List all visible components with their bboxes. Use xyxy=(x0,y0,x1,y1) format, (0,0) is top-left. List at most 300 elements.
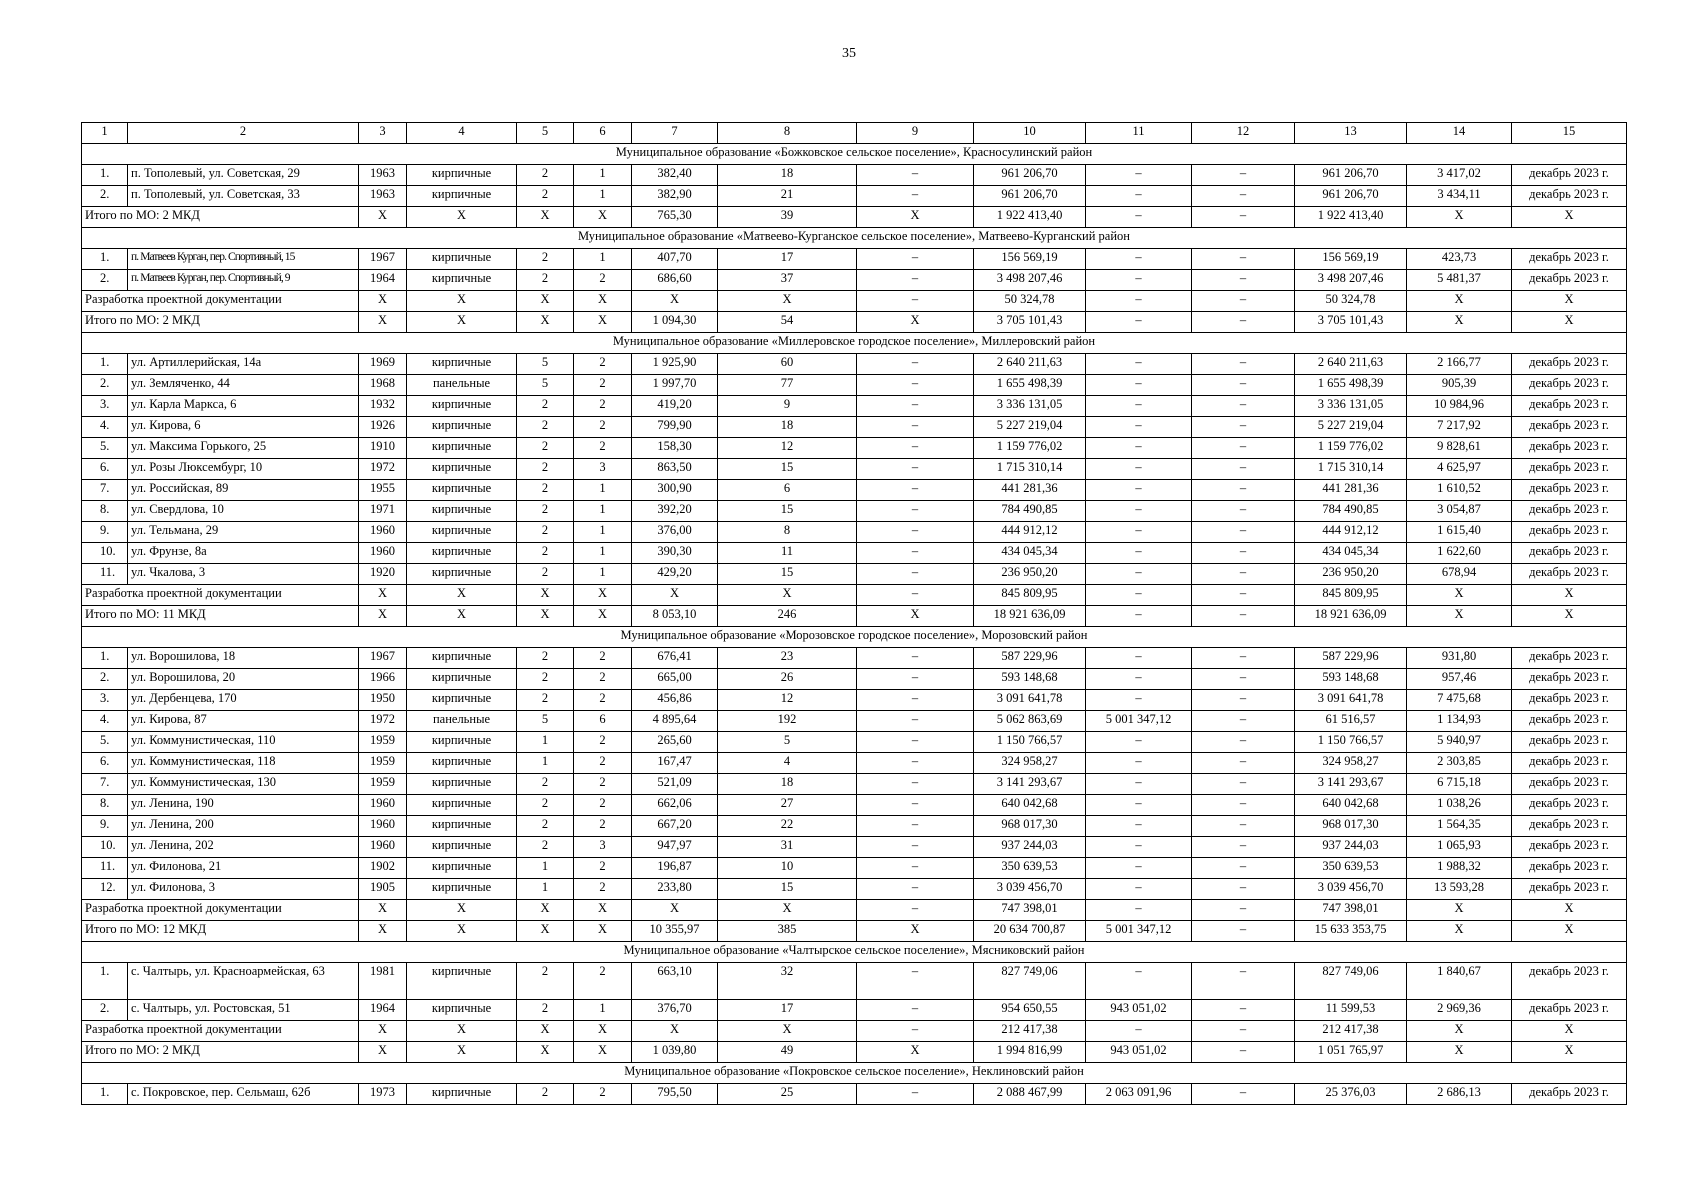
address-cell: ул. Филонова, 21 xyxy=(128,858,359,879)
summary-cell: 49 xyxy=(718,1042,857,1063)
table-row xyxy=(82,837,1627,858)
table-cell: 2 xyxy=(574,774,632,795)
table-cell: 61 516,57 xyxy=(1295,711,1407,732)
table-cell: 31 xyxy=(718,837,857,858)
table-row xyxy=(82,375,1627,396)
table-cell: 1 150 766,57 xyxy=(1295,732,1407,753)
row-number: 2. xyxy=(82,270,128,291)
table-cell: декабрь 2023 г. xyxy=(1512,354,1627,375)
table-cell: 1973 xyxy=(359,1084,407,1105)
table-cell: 2 xyxy=(517,816,574,837)
table-row xyxy=(82,648,1627,669)
table-cell: – xyxy=(857,837,974,858)
table-row xyxy=(82,732,1627,753)
table-cell: декабрь 2023 г. xyxy=(1512,690,1627,711)
table-cell: – xyxy=(857,354,974,375)
table-cell: 15 xyxy=(718,564,857,585)
summary-cell: X xyxy=(517,1021,574,1042)
table-cell: – xyxy=(1086,879,1192,900)
table-cell: 12 xyxy=(718,438,857,459)
table-cell: декабрь 2023 г. xyxy=(1512,648,1627,669)
table-cell: 9 828,61 xyxy=(1407,438,1512,459)
summary-cell: 1 094,30 xyxy=(632,312,718,333)
table-cell: – xyxy=(857,669,974,690)
summary-cell: X xyxy=(407,921,517,942)
row-number: 11. xyxy=(82,858,128,879)
table-cell: – xyxy=(857,270,974,291)
table-cell: 2 xyxy=(574,648,632,669)
table-cell: 1972 xyxy=(359,711,407,732)
page-number: 35 xyxy=(842,46,856,61)
table-cell: декабрь 2023 г. xyxy=(1512,732,1627,753)
table-cell: 1 615,40 xyxy=(1407,522,1512,543)
summary-cell: X xyxy=(359,1042,407,1063)
summary-cell: 50 324,78 xyxy=(1295,291,1407,312)
table-cell: 2 xyxy=(574,963,632,1000)
table-cell: – xyxy=(857,879,974,900)
summary-cell: X xyxy=(857,312,974,333)
table-cell: 1902 xyxy=(359,858,407,879)
table-cell: декабрь 2023 г. xyxy=(1512,669,1627,690)
table-cell: 1 159 776,02 xyxy=(1295,438,1407,459)
table-cell: – xyxy=(1192,249,1295,270)
table-cell: кирпичные xyxy=(407,564,517,585)
summary-cell: X xyxy=(574,921,632,942)
table-cell: – xyxy=(1086,165,1192,186)
table-cell: 1 xyxy=(517,879,574,900)
table-cell: – xyxy=(857,732,974,753)
table-cell: 3 091 641,78 xyxy=(974,690,1086,711)
table-cell: 429,20 xyxy=(632,564,718,585)
table-cell: 937 244,03 xyxy=(1295,837,1407,858)
table-cell: 827 749,06 xyxy=(1295,963,1407,1000)
table-cell: – xyxy=(1086,249,1192,270)
address-cell: ул. Артиллерийская, 14а xyxy=(128,354,359,375)
table-cell: 156 569,19 xyxy=(1295,249,1407,270)
table-cell: 12 xyxy=(718,690,857,711)
table-cell: – xyxy=(857,963,974,1000)
table-cell: 8 xyxy=(718,522,857,543)
table-row xyxy=(82,270,1627,291)
table-cell: 640 042,68 xyxy=(1295,795,1407,816)
summary-cell: 18 921 636,09 xyxy=(1295,606,1407,627)
table-cell: 5 001 347,12 xyxy=(1086,711,1192,732)
summary-cell: – xyxy=(1192,1021,1295,1042)
summary-cell: 212 417,38 xyxy=(974,1021,1086,1042)
table-cell: 350 639,53 xyxy=(974,858,1086,879)
table-cell: 15 xyxy=(718,879,857,900)
table-cell: – xyxy=(1192,417,1295,438)
table-cell: кирпичные xyxy=(407,690,517,711)
row-number: 2. xyxy=(82,375,128,396)
table-cell: – xyxy=(1086,564,1192,585)
summary-cell: – xyxy=(1086,312,1192,333)
address-cell: ул. Максима Горького, 25 xyxy=(128,438,359,459)
table-cell: 1966 xyxy=(359,669,407,690)
table-cell: – xyxy=(1192,396,1295,417)
table-cell: – xyxy=(1192,669,1295,690)
summary-cell: X xyxy=(517,291,574,312)
row-number: 10. xyxy=(82,543,128,564)
table-row xyxy=(82,774,1627,795)
table-cell: кирпичные xyxy=(407,165,517,186)
summary-cell: – xyxy=(1086,606,1192,627)
table-cell: 3 434,11 xyxy=(1407,186,1512,207)
table-cell: декабрь 2023 г. xyxy=(1512,837,1627,858)
table-cell: декабрь 2023 г. xyxy=(1512,858,1627,879)
summary-cell: X xyxy=(359,291,407,312)
table-cell: 2 166,77 xyxy=(1407,354,1512,375)
table-cell: 678,94 xyxy=(1407,564,1512,585)
table-cell: 15 xyxy=(718,459,857,480)
address-cell: ул. Коммунистическая, 130 xyxy=(128,774,359,795)
table-cell: 3 336 131,05 xyxy=(1295,396,1407,417)
table-cell: – xyxy=(857,648,974,669)
table-cell: – xyxy=(1192,711,1295,732)
table-cell: кирпичные xyxy=(407,753,517,774)
table-cell: 3 091 641,78 xyxy=(1295,690,1407,711)
table-cell: 2 088 467,99 xyxy=(974,1084,1086,1105)
row-number: 3. xyxy=(82,690,128,711)
row-number: 12. xyxy=(82,879,128,900)
row-number: 10. xyxy=(82,837,128,858)
table-row xyxy=(82,249,1627,270)
table-cell: кирпичные xyxy=(407,732,517,753)
table-cell: 1955 xyxy=(359,480,407,501)
table-cell: 4 625,97 xyxy=(1407,459,1512,480)
section-header-row xyxy=(82,1063,1627,1084)
summary-cell: 54 xyxy=(718,312,857,333)
summary-cell: X xyxy=(1512,606,1627,627)
column-number-cell: 15 xyxy=(1512,123,1627,144)
summary-cell: X xyxy=(632,1021,718,1042)
table-cell: 434 045,34 xyxy=(974,543,1086,564)
table-cell: – xyxy=(857,165,974,186)
summary-cell: X xyxy=(574,312,632,333)
table-cell: 1 065,93 xyxy=(1407,837,1512,858)
table-cell: 2 xyxy=(517,459,574,480)
table-cell: 1 xyxy=(574,1000,632,1021)
table-cell: кирпичные xyxy=(407,837,517,858)
summary-cell: X xyxy=(574,1042,632,1063)
summary-cell: X xyxy=(857,606,974,627)
column-number-row xyxy=(82,123,1627,144)
table-cell: 444 912,12 xyxy=(1295,522,1407,543)
table-cell: 799,90 xyxy=(632,417,718,438)
table-cell: 1 xyxy=(574,480,632,501)
address-cell: ул. Карла Маркса, 6 xyxy=(128,396,359,417)
table-row xyxy=(82,354,1627,375)
table-cell: 25 xyxy=(718,1084,857,1105)
address-cell: ул. Ленина, 202 xyxy=(128,837,359,858)
address-cell: ул. Филонова, 3 xyxy=(128,879,359,900)
section-title: Муниципальное образование «Чалтырское сельское поселение», Мясниковский район xyxy=(82,942,1627,963)
table-cell: декабрь 2023 г. xyxy=(1512,396,1627,417)
row-number: 7. xyxy=(82,480,128,501)
summary-cell: – xyxy=(1192,606,1295,627)
summary-cell: – xyxy=(1192,312,1295,333)
summary-row xyxy=(82,291,1627,312)
table-cell: 2 xyxy=(517,1000,574,1021)
table-cell: 9 xyxy=(718,396,857,417)
summary-label: Итого по МО: 2 МКД xyxy=(82,312,359,333)
summary-row xyxy=(82,1042,1627,1063)
row-number: 9. xyxy=(82,522,128,543)
row-number: 9. xyxy=(82,816,128,837)
section-title: Муниципальное образование «Морозовское городское поселение», Морозовский район xyxy=(82,627,1627,648)
table-cell: 2 686,13 xyxy=(1407,1084,1512,1105)
table-cell: панельные xyxy=(407,375,517,396)
address-cell: ул. Земляченко, 44 xyxy=(128,375,359,396)
table-cell: декабрь 2023 г. xyxy=(1512,816,1627,837)
table-cell: 1968 xyxy=(359,375,407,396)
table-cell: – xyxy=(1086,459,1192,480)
table-cell: декабрь 2023 г. xyxy=(1512,1084,1627,1105)
table-cell: – xyxy=(857,774,974,795)
table-cell: 192 xyxy=(718,711,857,732)
table-cell: – xyxy=(857,186,974,207)
row-number: 4. xyxy=(82,417,128,438)
table-cell: 1981 xyxy=(359,963,407,1000)
table-cell: 18 xyxy=(718,417,857,438)
table-cell: 2 xyxy=(517,186,574,207)
table-cell: декабрь 2023 г. xyxy=(1512,249,1627,270)
table-cell: 167,47 xyxy=(632,753,718,774)
address-cell: ул. Кирова, 87 xyxy=(128,711,359,732)
table-cell: – xyxy=(1086,963,1192,1000)
table-cell: – xyxy=(1192,690,1295,711)
table-cell: 382,40 xyxy=(632,165,718,186)
table-cell: 17 xyxy=(718,249,857,270)
summary-cell: – xyxy=(1086,291,1192,312)
table-row xyxy=(82,963,1627,1000)
summary-cell: X xyxy=(1407,291,1512,312)
table-cell: 1967 xyxy=(359,648,407,669)
summary-cell: X xyxy=(1512,207,1627,228)
address-cell: ул. Ленина, 200 xyxy=(128,816,359,837)
summary-cell: X xyxy=(1512,921,1627,942)
address-cell: ул. Свердлова, 10 xyxy=(128,501,359,522)
summary-cell: X xyxy=(718,1021,857,1042)
table-cell: 968 017,30 xyxy=(974,816,1086,837)
address-cell: ул. Ворошилова, 18 xyxy=(128,648,359,669)
table-cell: – xyxy=(857,795,974,816)
address-cell: п. Тополевый, ул. Советская, 29 xyxy=(128,165,359,186)
summary-cell: X xyxy=(574,1021,632,1042)
table-cell: 1905 xyxy=(359,879,407,900)
table-cell: декабрь 2023 г. xyxy=(1512,438,1627,459)
table-cell: – xyxy=(1086,438,1192,459)
summary-cell: X xyxy=(857,1042,974,1063)
table-cell: кирпичные xyxy=(407,774,517,795)
section-header-row xyxy=(82,627,1627,648)
address-cell: ул. Фрунзе, 8а xyxy=(128,543,359,564)
summary-cell: X xyxy=(517,312,574,333)
table-cell: кирпичные xyxy=(407,186,517,207)
table-cell: 7 217,92 xyxy=(1407,417,1512,438)
column-number-cell: 12 xyxy=(1192,123,1295,144)
table-cell: 1 xyxy=(574,249,632,270)
table-cell: 2 640 211,63 xyxy=(1295,354,1407,375)
table-cell: 11 xyxy=(718,543,857,564)
table-row xyxy=(82,480,1627,501)
table-cell: 1963 xyxy=(359,186,407,207)
row-number: 4. xyxy=(82,711,128,732)
table-cell: 784 490,85 xyxy=(1295,501,1407,522)
table-cell: – xyxy=(1086,648,1192,669)
table-cell: – xyxy=(857,816,974,837)
table-cell: кирпичные xyxy=(407,963,517,1000)
summary-cell: X xyxy=(1512,1021,1627,1042)
table-cell: 2 xyxy=(517,270,574,291)
table-cell: 2 xyxy=(517,837,574,858)
table-cell: кирпичные xyxy=(407,1084,517,1105)
summary-cell: X xyxy=(1407,585,1512,606)
table-cell: кирпичные xyxy=(407,459,517,480)
table-cell: 5 xyxy=(517,354,574,375)
table-cell: – xyxy=(857,522,974,543)
table-cell: 954 650,55 xyxy=(974,1000,1086,1021)
summary-cell: 1 039,80 xyxy=(632,1042,718,1063)
table-cell: декабрь 2023 г. xyxy=(1512,375,1627,396)
table-cell: 441 281,36 xyxy=(1295,480,1407,501)
row-number: 2. xyxy=(82,1000,128,1021)
table-cell: 587 229,96 xyxy=(1295,648,1407,669)
table-cell: кирпичные xyxy=(407,1000,517,1021)
summary-cell: – xyxy=(1192,900,1295,921)
table-cell: – xyxy=(1192,459,1295,480)
table-cell: кирпичные xyxy=(407,354,517,375)
summary-cell: X xyxy=(1407,207,1512,228)
table-cell: – xyxy=(857,459,974,480)
table-cell: 662,06 xyxy=(632,795,718,816)
table-cell: 324 958,27 xyxy=(974,753,1086,774)
table-cell: 1 564,35 xyxy=(1407,816,1512,837)
table-cell: 1959 xyxy=(359,753,407,774)
address-cell: ул. Коммунистическая, 118 xyxy=(128,753,359,774)
summary-cell: – xyxy=(1086,585,1192,606)
table-cell: 961 206,70 xyxy=(974,186,1086,207)
table-cell: 2 xyxy=(574,858,632,879)
row-number: 2. xyxy=(82,669,128,690)
table-cell: – xyxy=(857,1000,974,1021)
table-cell: 236 950,20 xyxy=(974,564,1086,585)
section-header-row xyxy=(82,942,1627,963)
address-cell: с. Покровское, пер. Сельмаш, 62б xyxy=(128,1084,359,1105)
table-cell: – xyxy=(857,417,974,438)
table-cell: декабрь 2023 г. xyxy=(1512,753,1627,774)
table-cell: 350 639,53 xyxy=(1295,858,1407,879)
table-cell: 6 xyxy=(718,480,857,501)
table-row xyxy=(82,879,1627,900)
table-cell: 1 622,60 xyxy=(1407,543,1512,564)
table-cell: 3 xyxy=(574,837,632,858)
table-cell: 5 481,37 xyxy=(1407,270,1512,291)
table-cell: 5 227 219,04 xyxy=(974,417,1086,438)
table-cell: 1971 xyxy=(359,501,407,522)
table-cell: декабрь 2023 г. xyxy=(1512,480,1627,501)
table-cell: 2 303,85 xyxy=(1407,753,1512,774)
table-cell: 593 148,68 xyxy=(1295,669,1407,690)
table-cell: – xyxy=(1086,690,1192,711)
table-cell: 5 227 219,04 xyxy=(1295,417,1407,438)
table-cell: 1926 xyxy=(359,417,407,438)
table-cell: декабрь 2023 г. xyxy=(1512,564,1627,585)
table-cell: 1960 xyxy=(359,522,407,543)
summary-cell: X xyxy=(407,291,517,312)
table-cell: – xyxy=(1086,774,1192,795)
table-row xyxy=(82,438,1627,459)
table-cell: 3 417,02 xyxy=(1407,165,1512,186)
table-cell: 10 xyxy=(718,858,857,879)
table-cell: 4 895,64 xyxy=(632,711,718,732)
summary-cell: X xyxy=(359,207,407,228)
table-cell: 21 xyxy=(718,186,857,207)
address-cell: п. Матвеев Курган, пер. Спортивный, 15 xyxy=(128,249,359,270)
table-cell: – xyxy=(1192,564,1295,585)
table-cell: – xyxy=(1192,774,1295,795)
table-cell: 665,00 xyxy=(632,669,718,690)
summary-cell: 212 417,38 xyxy=(1295,1021,1407,1042)
table-cell: – xyxy=(1192,732,1295,753)
summary-cell: 1 922 413,40 xyxy=(1295,207,1407,228)
summary-cell: X xyxy=(1407,921,1512,942)
table-cell: – xyxy=(1086,753,1192,774)
table-cell: 1 655 498,39 xyxy=(1295,375,1407,396)
table-cell: 2 xyxy=(517,669,574,690)
summary-cell: 5 001 347,12 xyxy=(1086,921,1192,942)
table-cell: – xyxy=(1192,522,1295,543)
table-cell: декабрь 2023 г. xyxy=(1512,963,1627,1000)
table-cell: 961 206,70 xyxy=(974,165,1086,186)
table-cell: декабрь 2023 г. xyxy=(1512,459,1627,480)
table-cell: 2 xyxy=(517,165,574,186)
table-cell: 2 xyxy=(517,648,574,669)
summary-row xyxy=(82,921,1627,942)
table-cell: 423,73 xyxy=(1407,249,1512,270)
table-cell: – xyxy=(1192,186,1295,207)
table-cell: 1 715 310,14 xyxy=(974,459,1086,480)
column-number-cell: 8 xyxy=(718,123,857,144)
table-cell: 3 054,87 xyxy=(1407,501,1512,522)
table-cell: 2 xyxy=(517,795,574,816)
table-cell: декабрь 2023 г. xyxy=(1512,711,1627,732)
summary-cell: X xyxy=(857,207,974,228)
summary-cell: X xyxy=(359,1021,407,1042)
table-cell: кирпичные xyxy=(407,795,517,816)
table-cell: – xyxy=(857,375,974,396)
column-number-cell: 1 xyxy=(82,123,128,144)
table-cell: – xyxy=(1086,501,1192,522)
table-cell: 593 148,68 xyxy=(974,669,1086,690)
table-cell: 1 997,70 xyxy=(632,375,718,396)
table-cell: 2 xyxy=(517,522,574,543)
table-cell: – xyxy=(857,438,974,459)
summary-cell: 10 355,97 xyxy=(632,921,718,942)
table-cell: – xyxy=(1086,816,1192,837)
table-cell: 324 958,27 xyxy=(1295,753,1407,774)
table-cell: – xyxy=(1192,879,1295,900)
column-number-cell: 7 xyxy=(632,123,718,144)
table-cell: – xyxy=(1086,375,1192,396)
table-cell: 1 xyxy=(517,753,574,774)
table-cell: 37 xyxy=(718,270,857,291)
table-cell: 2 xyxy=(517,690,574,711)
summary-row xyxy=(82,606,1627,627)
table-cell: 521,09 xyxy=(632,774,718,795)
table-cell: – xyxy=(1086,522,1192,543)
address-cell: ул. Розы Люксембург, 10 xyxy=(128,459,359,480)
